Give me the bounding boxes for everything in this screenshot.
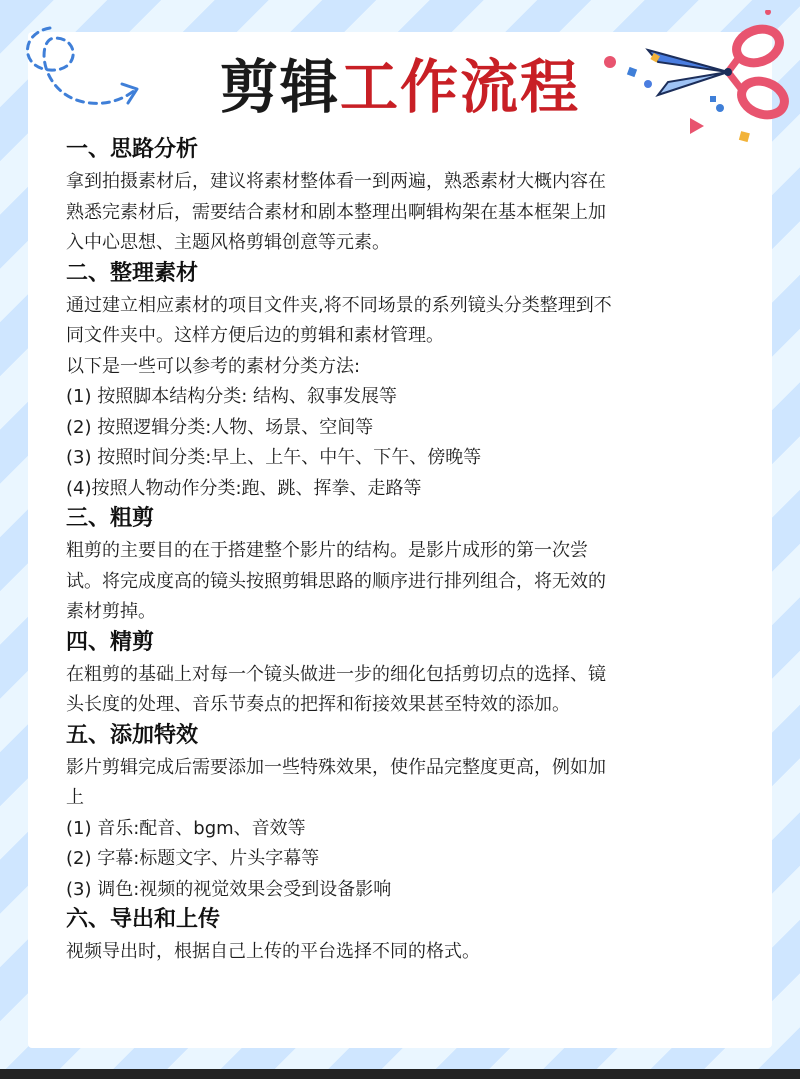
text-line: (3) 调色:视频的视觉效果会受到设备影响 — [66, 878, 392, 900]
section-organize — [66, 259, 746, 505]
text-line: 入中心思想、主题风格剪辑创意等元素。 — [66, 232, 390, 253]
text-line: 素材剪掉。 — [66, 601, 156, 622]
section-fine-cut — [66, 628, 746, 721]
text-line: 在粗剪的基础上对每一个镜头做进一步的细化包括剪切点的选择、镜 — [66, 663, 606, 685]
title-part-dark: 剪辑 — [219, 53, 340, 121]
section-effects — [66, 721, 746, 906]
text-line: 上 — [66, 787, 84, 808]
section-heading: 二、整理素材 — [66, 260, 199, 286]
text-line: 通过建立相应素材的项目文件夹,将不同场景的系列镜头分类整理到不 — [66, 294, 612, 316]
page-title — [0, 40, 800, 124]
bottom-bar — [0, 1069, 800, 1079]
section-heading: 四、精剪 — [66, 629, 155, 655]
content — [66, 135, 746, 968]
text-line: (3) 按照时间分类:早上、上午、中午、下午、傍晚等 — [66, 447, 482, 468]
section-rough-cut — [66, 504, 746, 628]
text-line: 同文件夹中。这样方便后边的剪辑和素材管理。 — [66, 325, 444, 346]
section-export — [66, 905, 746, 968]
text-line: (2) 字幕:标题文字、片头字幕等 — [66, 848, 320, 869]
section-heading: 三、粗剪 — [66, 506, 155, 531]
text-line: 头长度的处理、音乐节奏点的把挥和衔接效果甚至特效的添加。 — [66, 694, 570, 715]
text-line: (1) 按照脚本结构分类: 结构、叙事发展等 — [66, 386, 398, 407]
text-line: 拿到拍摄素材后，建议将素材整体看一到两遍，熟悉素材大概内容在 — [66, 171, 606, 192]
section-heading: 六、导出和上传 — [66, 907, 221, 932]
text-line: 粗剪的主要目的在于搭建整个影片的结构。是影片成形的第一次尝 — [66, 540, 588, 561]
text-line: (4)按照人物动作分类:跑、跳、挥拳、走路等 — [66, 477, 422, 499]
text-line: 试。将完成度高的镜头按照剪辑思路的顺序进行排列组合，将无效的 — [66, 570, 606, 592]
text-line: 熟悉完素材后，需要结合素材和剧本整理出啊辑构架在基本框架上加 — [66, 201, 606, 223]
text-line: 以下是一些可以参考的素材分类方法: — [66, 355, 361, 377]
text-line: 视频导出时，根据自己上传的平台选择不同的格式。 — [66, 941, 480, 962]
text-line: (2) 按照逻辑分类:人物、场景、空间等 — [66, 416, 374, 438]
text-line: 影片剪辑完成后需要添加一些特殊效果，使作品完整度更高，例如加 — [66, 756, 606, 778]
text-line: (1) 音乐:配音、bgm、音效等 — [66, 817, 306, 839]
section-heading: 一、思路分析 — [66, 137, 199, 162]
section-heading: 五、添加特效 — [66, 722, 199, 748]
section-analysis — [66, 135, 746, 259]
title-part-red: 工作流程 — [340, 53, 581, 121]
